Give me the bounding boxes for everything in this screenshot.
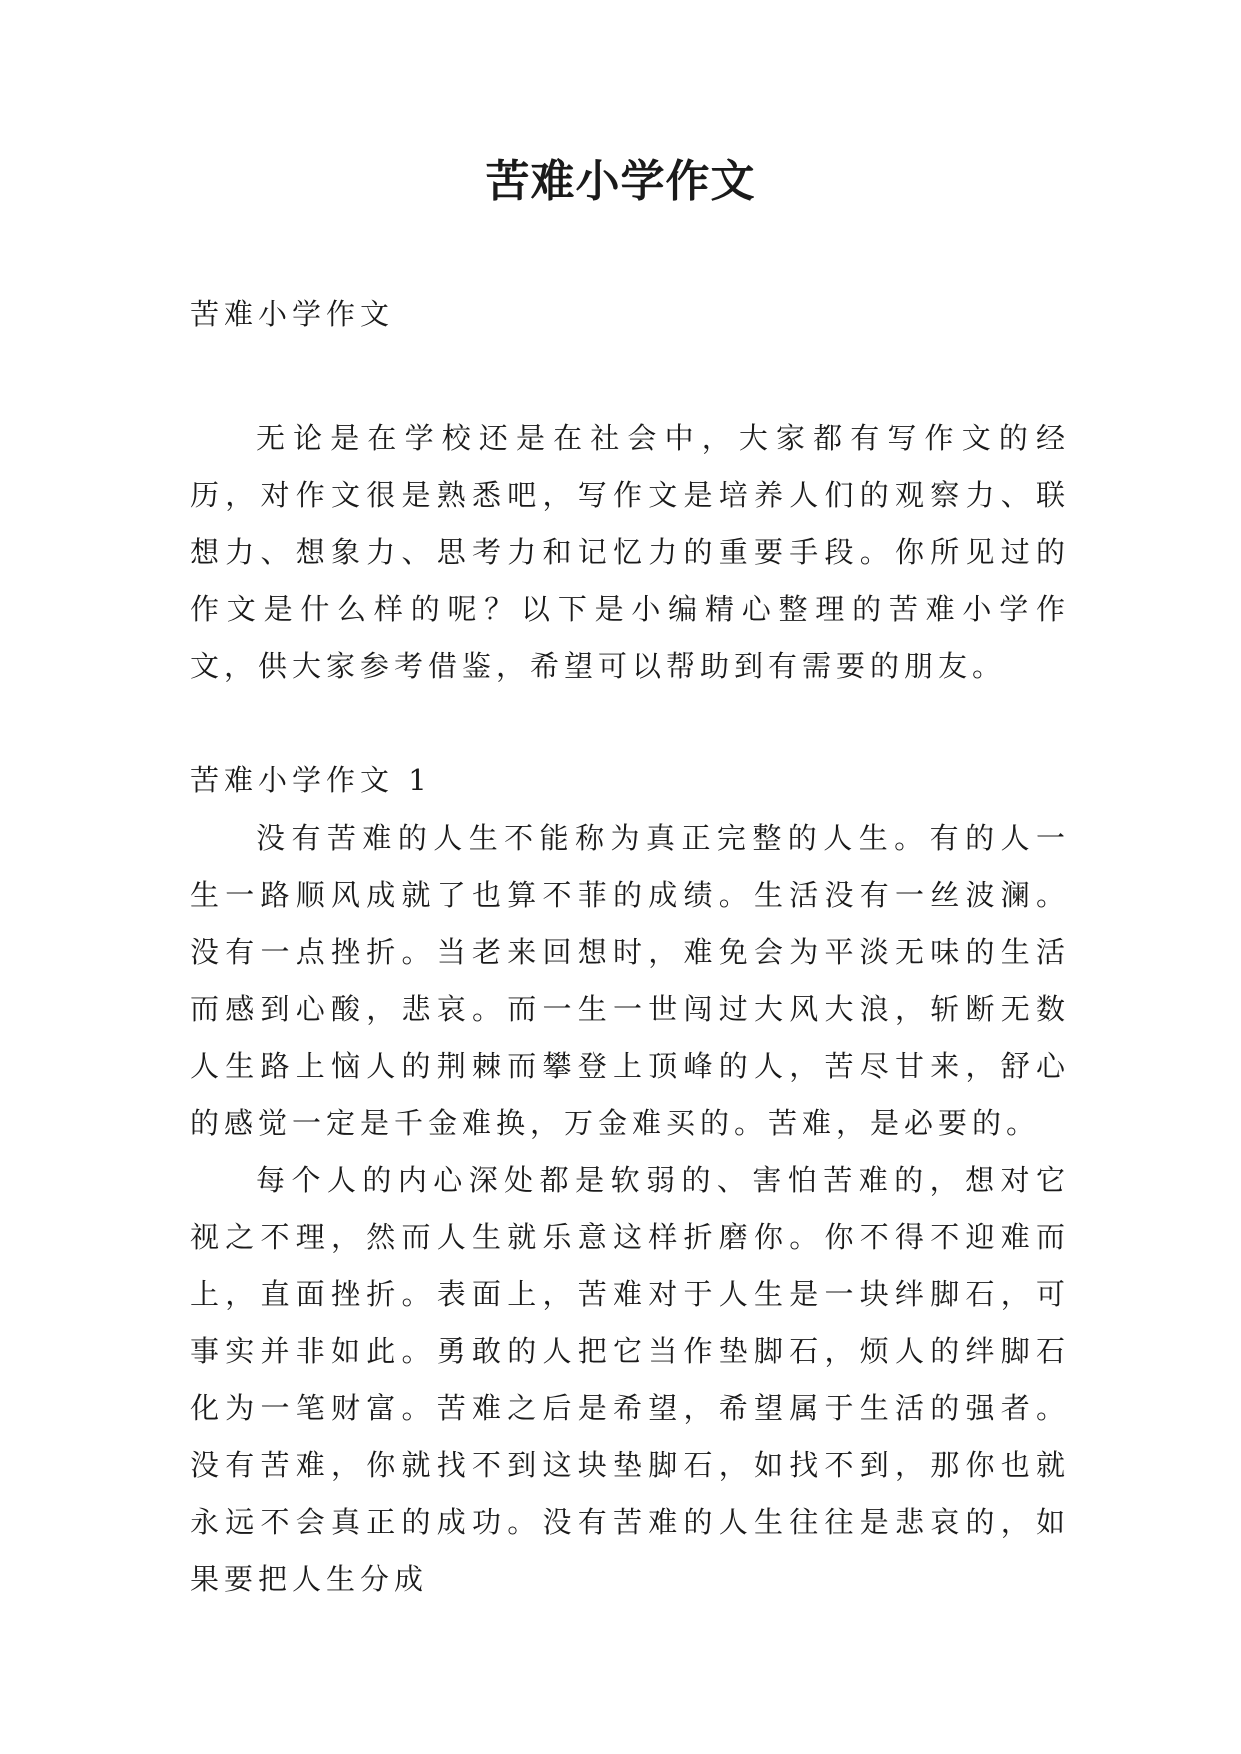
intro-paragraph: 无论是在学校还是在社会中，大家都有写作文的经历，对作文很是熟悉吧，写作文是培养人们的观察力、联想力、想象力、思考力和记忆力的重要手段。你所见过的作文是什么样的呢？以下是小编精心整理的苦难小学作文，供大家参考借鉴，希望可以帮助到有需要的朋友。 — [190, 421, 1070, 683]
document-title: 苦难小学作文 — [485, 156, 756, 207]
body-paragraph-1: 没有苦难的人生不能称为真正完整的人生。有的人一生一路顺风成就了也算不菲的成绩。生活没有一丝波澜。没有一点挫折。当老来回想时，难免会为平淡无味的生活而感到心酸，悲哀。而一生一世闯过大风大浪，斩断无数人生路上恼人的荆棘而攀登上顶峰的人，苦尽甘来，舒心的感觉一定是千金难换，万金难买的。苦难，是必要的。 — [190, 821, 1070, 1140]
body-paragraph-2: 每个人的内心深处都是软弱的、害怕苦难的，想对它视之不理，然而人生就乐意这样折磨你。你不得不迎难而上，直面挫折。表面上，苦难对于人生是一块绊脚石，可事实并非如此。勇敢的人把它当作垫脚石，烦人的绊脚石化为一笔财富。苦难之后是希望，希望属于生活的强者。没有苦难，你就找不到这块垫脚石，如找不到，那你也就永远不会真正的成功。没有苦难的人生往往是悲哀的，如果要把人生分成 — [190, 1163, 1070, 1596]
document-subtitle: 苦难小学作文 — [190, 297, 395, 331]
section-heading: 苦难小学作文 1 — [190, 763, 432, 797]
